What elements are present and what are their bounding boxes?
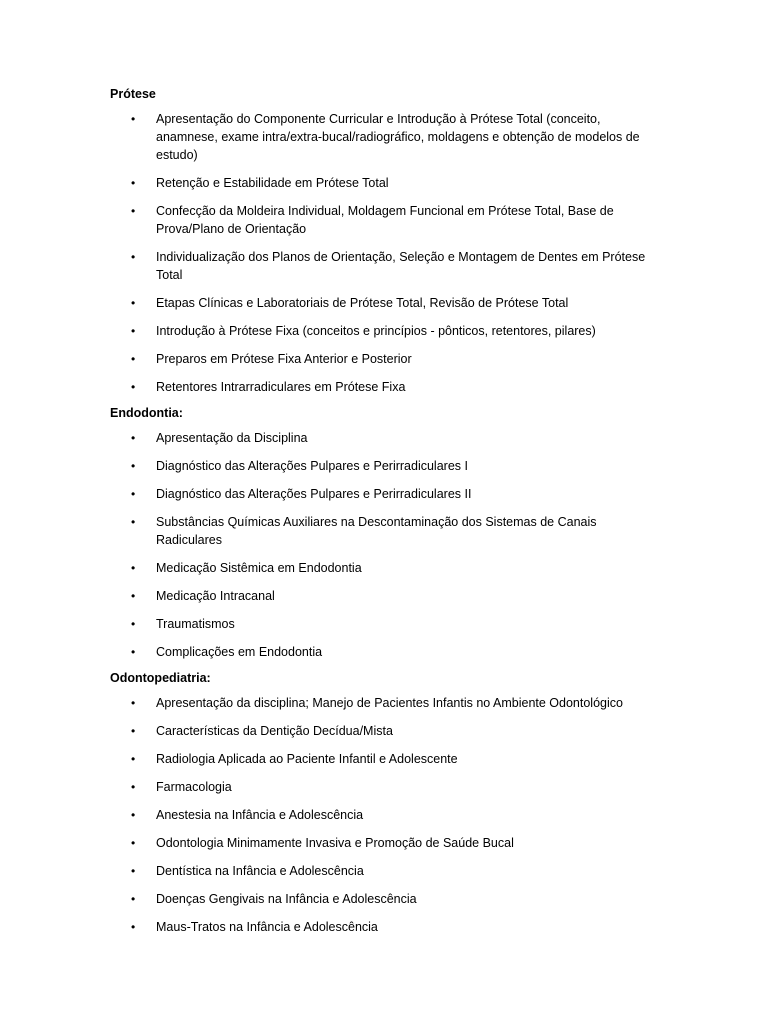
section-title: Endodontia: xyxy=(110,406,183,420)
topic-list xyxy=(0,694,768,936)
topic-list xyxy=(0,429,768,661)
list-item-text: Etapas Clínicas e Laboratoriais de Prótese Total, Revisão de Prótese Total xyxy=(156,296,569,310)
list-item xyxy=(0,834,768,852)
list-item xyxy=(0,778,768,796)
section-odontopediatria xyxy=(0,670,768,936)
bullet-icon: • xyxy=(131,836,136,850)
bullet-icon: • xyxy=(131,752,136,766)
bullet-icon: • xyxy=(131,892,136,906)
list-item xyxy=(0,587,768,605)
list-item-text: Diagnóstico das Alterações Pulpares e Perirradiculares II xyxy=(156,487,472,501)
list-item-text: Anestesia na Infância e Adolescência xyxy=(156,808,364,822)
list-item-text: Retentores Intrarradiculares em Prótese Fixa xyxy=(156,380,406,394)
list-item-text: Retenção e Estabilidade em Prótese Total xyxy=(156,176,389,190)
list-item-text: Traumatismos xyxy=(156,617,235,631)
list-item xyxy=(0,378,768,396)
list-item-text: Dentística na Infância e Adolescência xyxy=(156,864,364,878)
list-item xyxy=(0,174,768,192)
list-item xyxy=(0,294,768,312)
list-item xyxy=(0,457,768,475)
section-title: Prótese xyxy=(110,87,156,101)
list-item-text: Introdução à Prótese Fixa (conceitos e princípios - pônticos, retentores, pilares) xyxy=(156,324,596,338)
list-item-text: Maus-Tratos na Infância e Adolescência xyxy=(156,920,378,934)
bullet-icon: • xyxy=(131,724,136,738)
bullet-icon: • xyxy=(131,112,136,126)
list-item xyxy=(0,615,768,633)
section-title: Odontopediatria: xyxy=(110,671,211,685)
list-item xyxy=(0,350,768,368)
list-item-text: Substâncias Químicas Auxiliares na Descontaminação dos Sistemas de Canais Radiculares xyxy=(156,515,597,547)
list-item-text: Individualização dos Planos de Orientação, Seleção e Montagem de Dentes em Prótese Total xyxy=(156,250,646,282)
list-item xyxy=(0,643,768,661)
bullet-icon: • xyxy=(131,250,136,264)
bullet-icon: • xyxy=(131,920,136,934)
list-item xyxy=(0,485,768,503)
bullet-icon: • xyxy=(131,324,136,338)
list-item xyxy=(0,694,768,712)
list-item xyxy=(0,890,768,908)
topic-list xyxy=(0,110,768,396)
bullet-icon: • xyxy=(131,808,136,822)
bullet-icon: • xyxy=(131,696,136,710)
list-item xyxy=(0,918,768,936)
list-item xyxy=(0,110,768,164)
bullet-icon: • xyxy=(131,176,136,190)
list-item xyxy=(0,248,768,284)
section-endodontia xyxy=(0,405,768,661)
list-item-text: Odontologia Minimamente Invasiva e Promoção de Saúde Bucal xyxy=(156,836,514,850)
list-item-text: Diagnóstico das Alterações Pulpares e Perirradiculares I xyxy=(156,459,468,473)
bullet-icon: • xyxy=(131,380,136,394)
bullet-icon: • xyxy=(131,204,136,218)
bullet-icon: • xyxy=(131,645,136,659)
bullet-icon: • xyxy=(131,780,136,794)
list-item-text: Apresentação da disciplina; Manejo de Pacientes Infantis no Ambiente Odontológico xyxy=(156,696,623,710)
list-item-text: Características da Dentição Decídua/Mista xyxy=(156,724,393,738)
list-item xyxy=(0,322,768,340)
bullet-icon: • xyxy=(131,487,136,501)
bullet-icon: • xyxy=(131,296,136,310)
list-item-text: Radiologia Aplicada ao Paciente Infantil e Adolescente xyxy=(156,752,458,766)
list-item xyxy=(0,429,768,447)
bullet-icon: • xyxy=(131,515,136,529)
bullet-icon: • xyxy=(131,589,136,603)
list-item xyxy=(0,513,768,549)
list-item xyxy=(0,202,768,238)
bullet-icon: • xyxy=(131,431,136,445)
list-item-text: Apresentação da Disciplina xyxy=(156,431,308,445)
list-item xyxy=(0,722,768,740)
list-item-text: Apresentação do Componente Curricular e Introdução à Prótese Total (conceito, anamnese, exame intra/extra-bucal/radiográfico, moldagens e obtenção de modelos de estudo) xyxy=(156,112,640,162)
list-item-text: Confecção da Moldeira Individual, Moldagem Funcional em Prótese Total, Base de Prova/Plano de Orientação xyxy=(156,204,614,236)
list-item xyxy=(0,862,768,880)
list-item-text: Medicação Sistêmica em Endodontia xyxy=(156,561,362,575)
list-item-text: Complicações em Endodontia xyxy=(156,645,323,659)
bullet-icon: • xyxy=(131,561,136,575)
list-item xyxy=(0,750,768,768)
bullet-icon: • xyxy=(131,459,136,473)
list-item xyxy=(0,806,768,824)
list-item xyxy=(0,559,768,577)
bullet-icon: • xyxy=(131,617,136,631)
bullet-icon: • xyxy=(131,864,136,878)
list-item-text: Medicação Intracanal xyxy=(156,589,275,603)
list-item-text: Farmacologia xyxy=(156,780,232,794)
list-item-text: Doenças Gengivais na Infância e Adolescência xyxy=(156,892,417,906)
list-item-text: Preparos em Prótese Fixa Anterior e Posterior xyxy=(156,352,412,366)
bullet-icon: • xyxy=(131,352,136,366)
section-protese xyxy=(0,86,768,396)
